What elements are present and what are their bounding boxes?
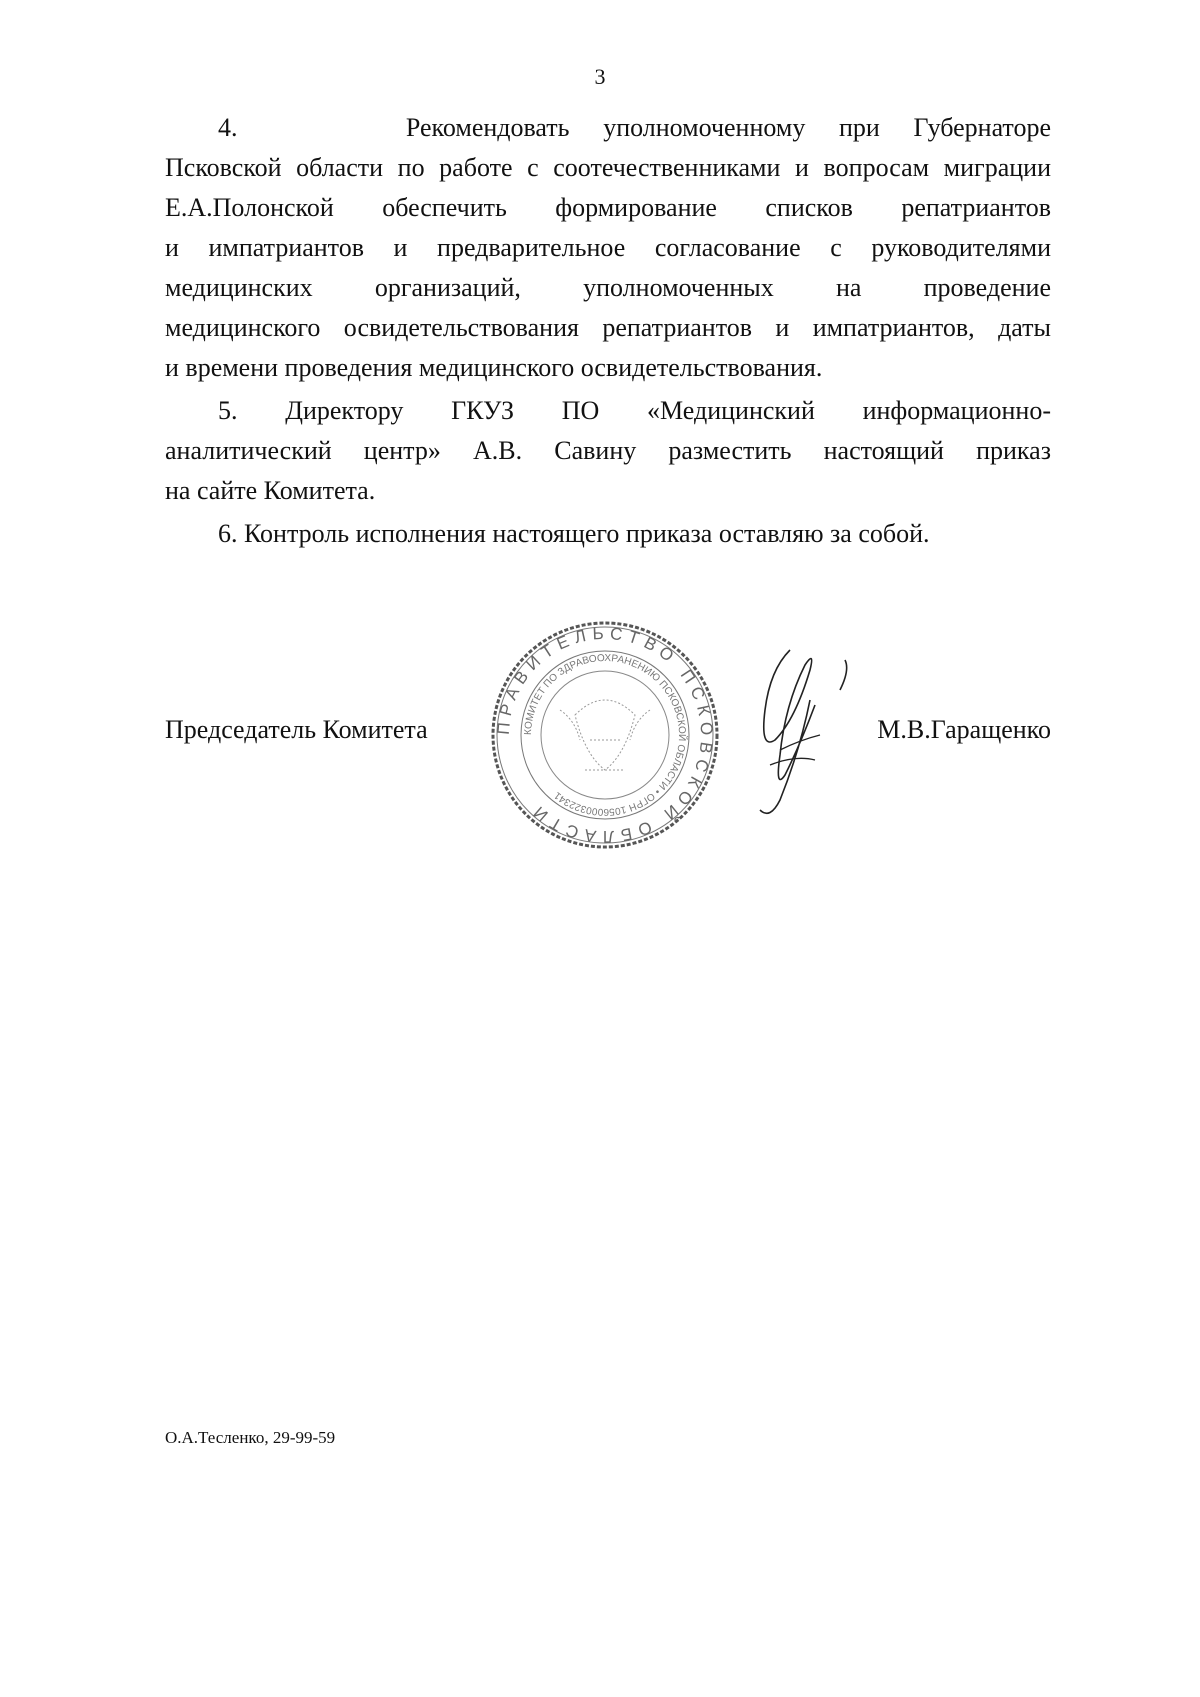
text-line: и импатриантов и предварительное согласование с руководителями bbox=[165, 233, 1051, 262]
signatory-title: Председатель Комитета bbox=[165, 715, 428, 744]
text-line: 5. Директору ГКУЗ ПО «Медицинский информационно- bbox=[218, 396, 1051, 425]
text-line: и времени проведения медицинского освидетельствования. bbox=[165, 353, 823, 382]
paragraph-4 bbox=[165, 108, 1051, 388]
handwritten-signature bbox=[750, 640, 860, 820]
executor-contact: О.А.Тесленко, 29-99-59 bbox=[165, 1428, 336, 1447]
official-stamp bbox=[490, 620, 720, 850]
text-line: аналитический центр» А.В. Савину разместить настоящий приказ bbox=[165, 436, 1051, 465]
document-body bbox=[165, 108, 1051, 554]
stamp-outer-text: ПРАВИТЕЛЬСТВО ПСКОВСКОЙ ОБЛАСТИ bbox=[493, 623, 717, 847]
stamp-inner-text: КОМИТЕТ ПО ЗДРАВООХРАНЕНИЮ ПСКОВСКОЙ ОБЛАСТИ • ОГРН 1056000322341 bbox=[522, 652, 688, 818]
paragraph-5 bbox=[165, 391, 1051, 511]
text-line: Е.А.Полонской обеспечить формирование списков репатриантов bbox=[165, 193, 1051, 222]
text-line: на сайте Комитета. bbox=[165, 476, 376, 505]
text-line: 4. Рекомендовать уполномоченному при Губернаторе bbox=[218, 113, 1051, 142]
text-line: Псковской области по работе с соотечественниками и вопросам миграции bbox=[165, 153, 1051, 182]
paragraph-6 bbox=[165, 514, 1051, 554]
page-number: 3 bbox=[594, 64, 606, 89]
svg-text:КОМИТЕТ ПО ЗДРАВООХРАНЕНИЮ ПСК bbox=[523, 653, 689, 817]
text-line: 6. Контроль исполнения настоящего приказа оставляю за собой. bbox=[218, 519, 930, 548]
text-line: медицинских организаций, уполномоченных на проведение bbox=[165, 273, 1051, 302]
text-line: медицинского освидетельствования репатриантов и импатриантов, даты bbox=[165, 313, 1051, 342]
signatory-name: М.В.Гаращенко bbox=[877, 715, 1051, 744]
